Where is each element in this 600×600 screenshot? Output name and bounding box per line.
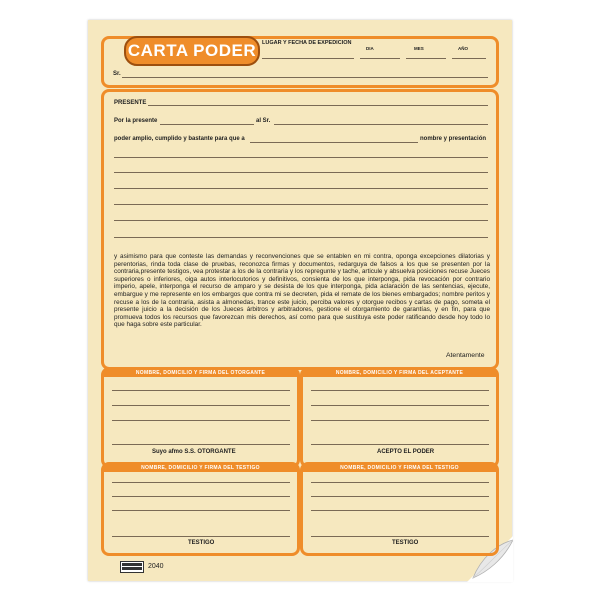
otorgante-line[interactable] bbox=[112, 420, 290, 421]
testigo-line[interactable] bbox=[311, 496, 489, 497]
atentamente-label: Atentamente bbox=[446, 352, 485, 359]
testigo-line[interactable] bbox=[311, 510, 489, 511]
presente-label: PRESENTE bbox=[114, 100, 147, 106]
body-line[interactable] bbox=[114, 157, 488, 158]
body-line[interactable] bbox=[114, 172, 488, 173]
por-la-presente-line[interactable] bbox=[160, 124, 254, 125]
al-sr-label: al Sr. bbox=[256, 118, 271, 124]
form-title: CARTA PODER bbox=[124, 36, 260, 66]
aceptante-line[interactable] bbox=[311, 390, 489, 391]
sr-line[interactable] bbox=[122, 77, 488, 78]
poder-label: poder amplio, cumplido y bastante para que a bbox=[114, 136, 245, 142]
body-line[interactable] bbox=[114, 188, 488, 189]
dia-label: DIA bbox=[366, 46, 374, 51]
otorgante-line[interactable] bbox=[112, 390, 290, 391]
testigo-footer-2: TESTIGO bbox=[392, 540, 419, 546]
ano-label: AÑO bbox=[458, 46, 468, 51]
power-paragraph: y asimismo para que conteste las demandas y reconvenciones que se entablen en mi contra, oponga excepciones dilatorias y perentorias, rinda toda clase de pruebas, reconozca firmas y documentos, redarguya de falsos a los que se presenten por la contraria,presente testigos, vea protestar a los de la contraria y los repregunte y tache, articule y absuelva posiciones recuse Jueces superiores o inferiores, oiga autos interlocutorios y definitivos, consienta de los que interponga, pida revocación por contrario imperio, apele, interponga el recurso de amparo y se desista de los que interponga, pida aclaración de las sentencias, ejecute, embargue y me represente en los embargos que contra mi se decreten, pida el remate de los bienes embargados; nombre peritos y recuse a los de la contraria, asista a almonedas, trance este juicio, perciba valores y otorgue recibos y cartas de pago, someta el presente juicio a la decisión de los Jueces árbitros y arbitradores, gestione el otorgamiento de garantías, y en fin, para que promueva todos los recursos que favorezcan mis derechos, así como para que sustituya este poder ratificando desde hoy todo lo que haga sobre este particular. bbox=[114, 253, 490, 329]
aceptante-line[interactable] bbox=[311, 420, 489, 421]
testigo-line[interactable] bbox=[311, 482, 489, 483]
mes-label: MES bbox=[414, 46, 424, 51]
lugar-line bbox=[262, 58, 354, 59]
otorgante-line[interactable] bbox=[112, 405, 290, 406]
testigo-line[interactable] bbox=[112, 510, 290, 511]
otorgante-header: NOMBRE, DOMICILIO Y FIRMA DEL OTORGANTE bbox=[104, 369, 297, 377]
publisher-logo bbox=[120, 561, 144, 573]
body-line[interactable] bbox=[114, 237, 488, 238]
dia-line bbox=[360, 58, 400, 59]
body-line[interactable] bbox=[114, 204, 488, 205]
presente-line[interactable] bbox=[148, 105, 488, 106]
testigo-line[interactable] bbox=[112, 496, 290, 497]
ano-line bbox=[452, 58, 486, 59]
al-sr-line[interactable] bbox=[274, 124, 488, 125]
otorgante-footer: Suyo afmo S.S. OTORGANTE bbox=[152, 449, 236, 455]
testigo-footer-1: TESTIGO bbox=[188, 540, 215, 546]
aceptante-line[interactable] bbox=[311, 444, 489, 445]
por-la-presente-label: Por la presente bbox=[114, 118, 158, 124]
body-line[interactable] bbox=[114, 220, 488, 221]
lugar-label: LUGAR Y FECHA DE EXPEDICION bbox=[262, 40, 352, 46]
testigo-line[interactable] bbox=[112, 536, 290, 537]
otorgante-line[interactable] bbox=[112, 444, 290, 445]
testigo-line[interactable] bbox=[311, 536, 489, 537]
aceptante-line[interactable] bbox=[311, 405, 489, 406]
aceptante-header: NOMBRE, DOMICILIO Y FIRMA DEL ACEPTANTE bbox=[303, 369, 496, 377]
mes-line bbox=[406, 58, 446, 59]
testigo-header-2: NOMBRE, DOMICILIO Y FIRMA DEL TESTIGO bbox=[303, 464, 496, 472]
form-code: 2040 bbox=[148, 563, 164, 570]
nombre-label: nombre y presentación bbox=[420, 136, 487, 142]
aceptante-footer: ACEPTO EL PODER bbox=[377, 449, 435, 455]
testigo-header-1: NOMBRE, DOMICILIO Y FIRMA DEL TESTIGO bbox=[104, 464, 297, 472]
sr-label: Sr. bbox=[113, 71, 121, 77]
testigo-line[interactable] bbox=[112, 482, 290, 483]
poder-line[interactable] bbox=[250, 142, 418, 143]
